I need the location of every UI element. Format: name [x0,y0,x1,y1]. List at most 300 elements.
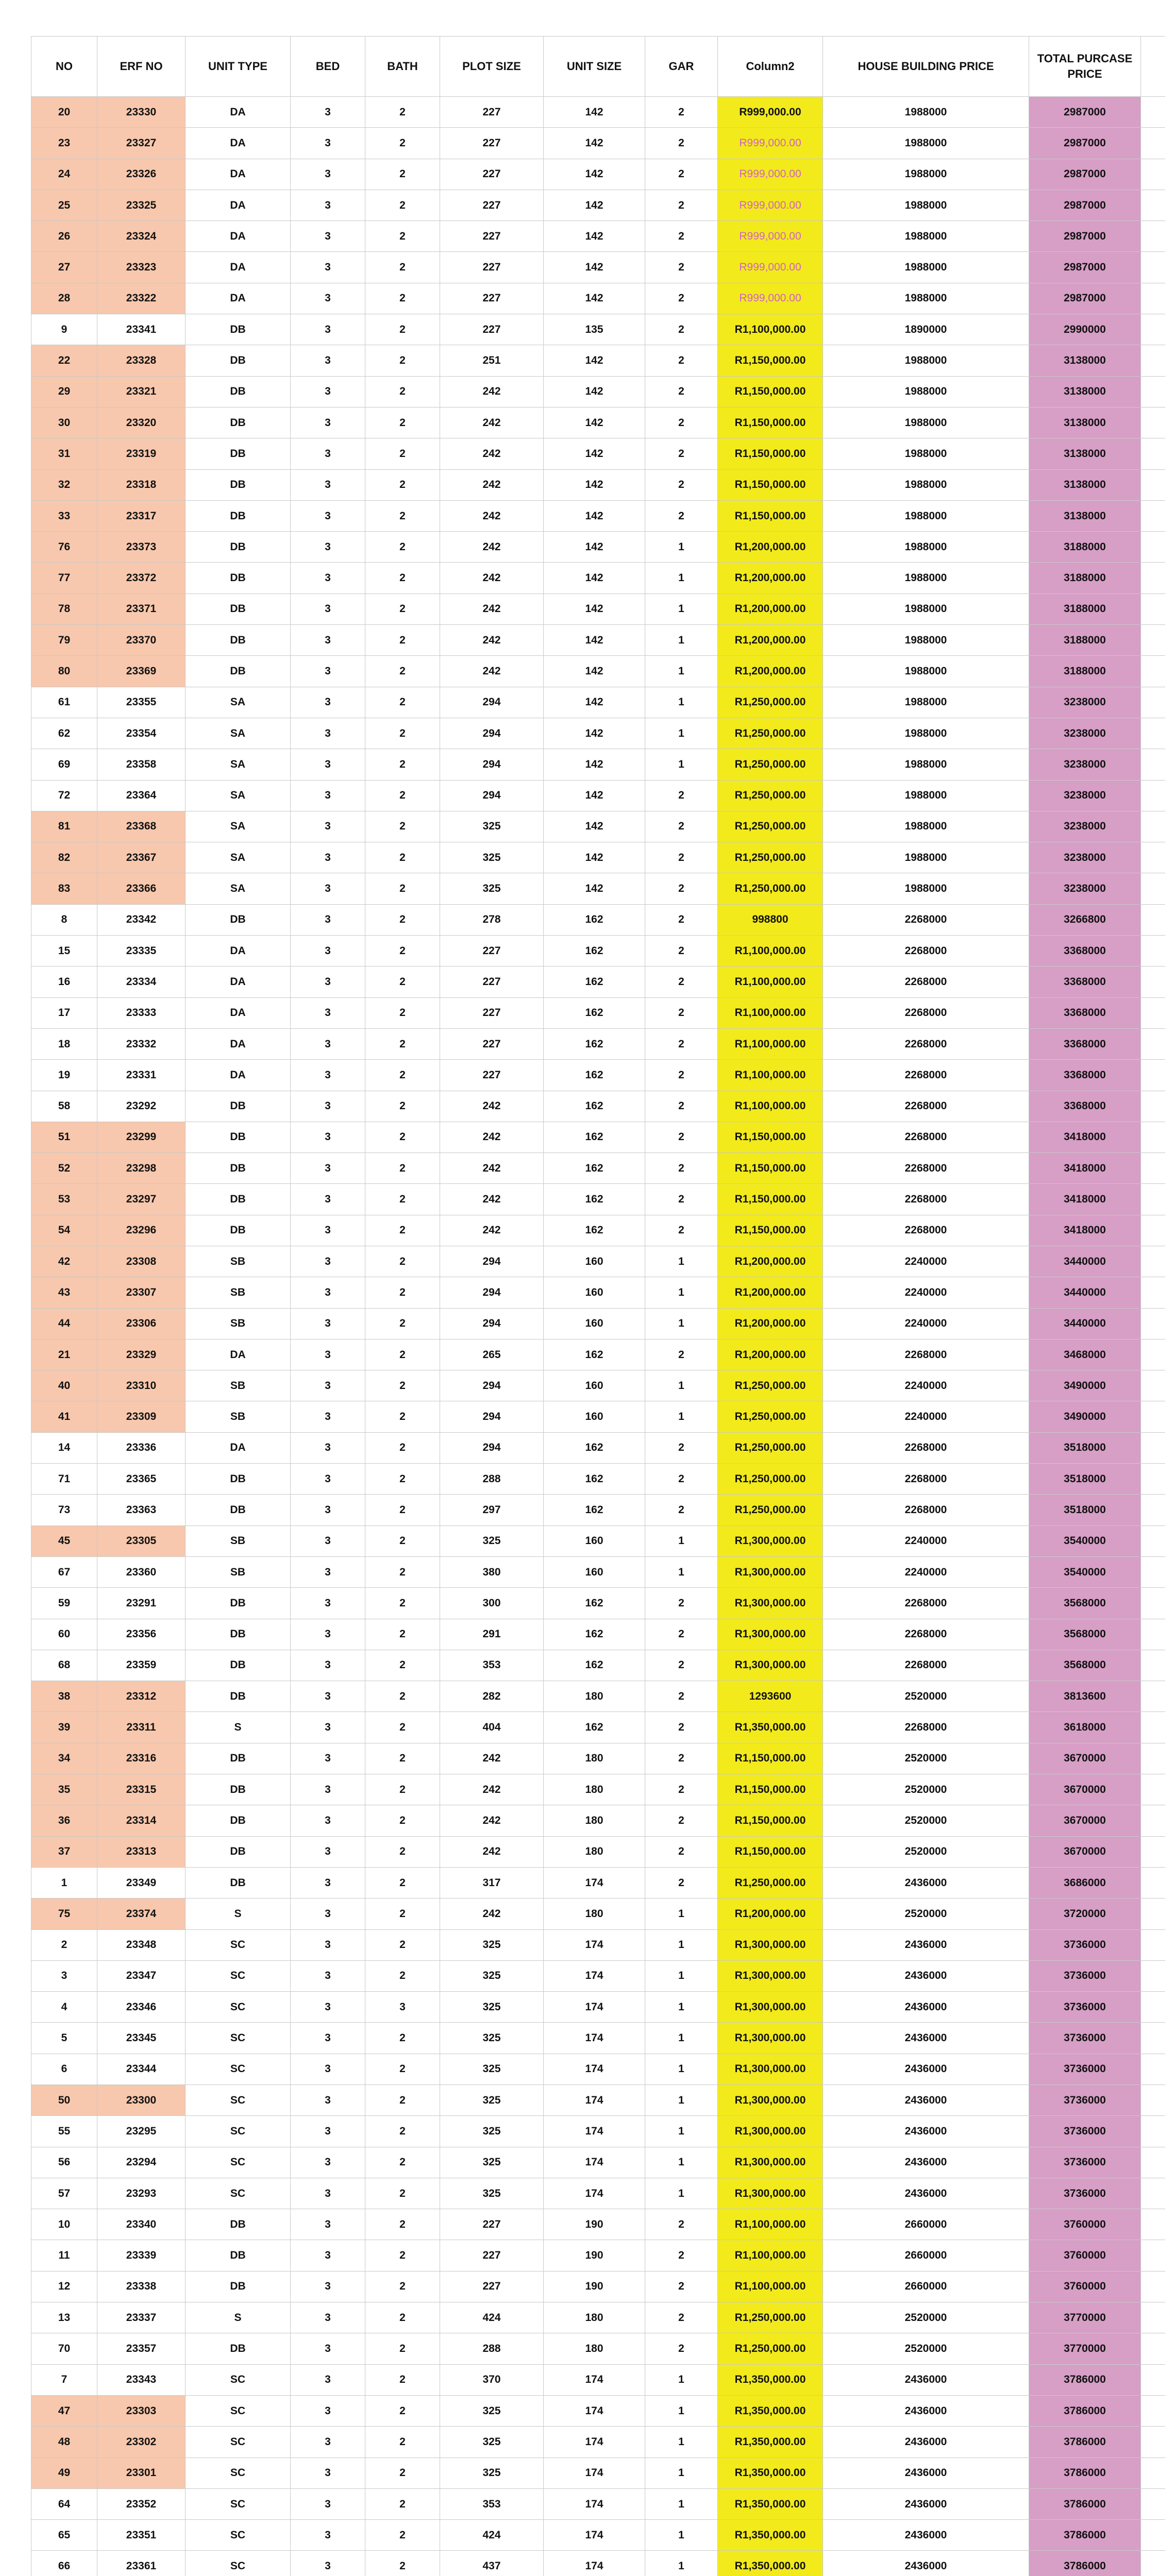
cell-column2[interactable]: R1,200,000.00 [718,1339,823,1370]
cell-plot-size[interactable]: 291 [440,1619,544,1650]
cell-unit-size[interactable]: 142 [544,376,645,407]
cell-bed[interactable]: 3 [291,252,365,283]
header-total-purchase-price[interactable]: TOTAL PURCASE PRICE [1029,37,1141,97]
cell-house-building-price[interactable]: 2240000 [823,1308,1029,1339]
cell-house-building-price[interactable]: 2436000 [823,2520,1029,2551]
cell-house-building-price[interactable]: 2240000 [823,1370,1029,1401]
cell-unit-type[interactable]: DA [186,1339,291,1370]
cell-total-purchase-price[interactable]: 3736000 [1029,1929,1141,1960]
cell-bed[interactable]: 3 [291,1091,365,1122]
cell-plot-size[interactable]: 297 [440,1495,544,1526]
cell-unit-type[interactable]: SC [186,2488,291,2519]
cell-column2[interactable]: R999,000.00 [718,97,823,128]
cell-total-purchase-price[interactable]: 3238000 [1029,873,1141,904]
cell-bath[interactable]: 2 [365,1960,440,1991]
cell-bed[interactable]: 3 [291,1526,365,1556]
cell-bath[interactable]: 2 [365,1432,440,1463]
cell-unit-type[interactable]: DB [186,1122,291,1153]
cell-total-purchase-price[interactable]: 3736000 [1029,2116,1141,2147]
cell-house-building-price[interactable]: 2268000 [823,1495,1029,1526]
cell-bath[interactable]: 2 [365,2458,440,2488]
cell-unit-size[interactable]: 142 [544,252,645,283]
cell-no[interactable]: 8 [31,904,97,935]
cell-unit-size[interactable]: 174 [544,2458,645,2488]
cell-erf-no[interactable]: 23355 [97,687,186,718]
cell-unit-type[interactable]: DA [186,128,291,159]
cell-no[interactable]: 56 [31,2147,97,2178]
cell-house-building-price[interactable]: 2268000 [823,1650,1029,1681]
cell-house-building-price[interactable]: 1988000 [823,842,1029,873]
cell-bed[interactable]: 3 [291,656,365,687]
cell-no[interactable]: 24 [31,159,97,190]
header-erf-no[interactable]: ERF NO [97,37,186,97]
cell-gar[interactable]: 2 [645,314,718,345]
cell-column2[interactable]: R1,300,000.00 [718,1992,823,2023]
cell-plot-size[interactable]: 437 [440,2551,544,2576]
cell-unit-size[interactable]: 142 [544,128,645,159]
cell-bed[interactable]: 3 [291,997,365,1028]
cell-no[interactable]: 70 [31,2333,97,2364]
cell-empty[interactable] [1141,2520,1165,2551]
cell-no[interactable]: 9 [31,314,97,345]
cell-total-purchase-price[interactable]: 3670000 [1029,1774,1141,1805]
cell-total-purchase-price[interactable]: 3540000 [1029,1526,1141,1556]
header-bed[interactable]: BED [291,37,365,97]
cell-gar[interactable]: 2 [645,1464,718,1495]
cell-erf-no[interactable]: 23343 [97,2364,186,2395]
cell-house-building-price[interactable]: 2520000 [823,1805,1029,1836]
cell-empty[interactable] [1141,1588,1165,1619]
cell-unit-size[interactable]: 142 [544,656,645,687]
cell-empty[interactable] [1141,1153,1165,1184]
cell-plot-size[interactable]: 242 [440,1153,544,1184]
cell-erf-no[interactable]: 23293 [97,2178,186,2209]
cell-erf-no[interactable]: 23320 [97,407,186,438]
cell-gar[interactable]: 1 [645,2551,718,2576]
cell-empty[interactable] [1141,1526,1165,1556]
cell-bath[interactable]: 2 [365,2116,440,2147]
cell-unit-size[interactable]: 162 [544,1060,645,1091]
cell-bath[interactable]: 2 [365,904,440,935]
cell-bath[interactable]: 2 [365,1277,440,1308]
cell-no[interactable]: 80 [31,656,97,687]
cell-bed[interactable]: 3 [291,1215,365,1246]
cell-total-purchase-price[interactable]: 3736000 [1029,1960,1141,1991]
cell-erf-no[interactable]: 23292 [97,1091,186,1122]
cell-unit-size[interactable]: 142 [544,500,645,531]
cell-unit-size[interactable]: 162 [544,1184,645,1215]
cell-plot-size[interactable]: 242 [440,1774,544,1805]
cell-bed[interactable]: 3 [291,2178,365,2209]
cell-plot-size[interactable]: 242 [440,625,544,656]
header-unit-type[interactable]: UNIT TYPE [186,37,291,97]
cell-gar[interactable]: 2 [645,1122,718,1153]
cell-house-building-price[interactable]: 1988000 [823,780,1029,811]
cell-bath[interactable]: 2 [365,97,440,128]
cell-gar[interactable]: 1 [645,594,718,624]
cell-house-building-price[interactable]: 1988000 [823,376,1029,407]
cell-unit-type[interactable]: DB [186,1774,291,1805]
cell-unit-size[interactable]: 162 [544,904,645,935]
cell-no[interactable]: 83 [31,873,97,904]
cell-bed[interactable]: 3 [291,594,365,624]
cell-unit-size[interactable]: 162 [544,1619,645,1650]
cell-no[interactable]: 61 [31,687,97,718]
cell-unit-size[interactable]: 174 [544,2488,645,2519]
cell-house-building-price[interactable]: 2436000 [823,2488,1029,2519]
cell-bed[interactable]: 3 [291,1246,365,1277]
cell-unit-type[interactable]: DA [186,936,291,967]
cell-bed[interactable]: 3 [291,1774,365,1805]
cell-erf-no[interactable]: 23321 [97,376,186,407]
cell-unit-type[interactable]: SA [186,780,291,811]
cell-bath[interactable]: 2 [365,873,440,904]
cell-empty[interactable] [1141,1401,1165,1432]
cell-bath[interactable]: 3 [365,1992,440,2023]
cell-bed[interactable]: 3 [291,1588,365,1619]
cell-empty[interactable] [1141,190,1165,221]
cell-column2[interactable]: R1,100,000.00 [718,997,823,1028]
cell-gar[interactable]: 2 [645,1712,718,1743]
cell-house-building-price[interactable]: 2436000 [823,1867,1029,1898]
cell-gar[interactable]: 2 [645,1339,718,1370]
cell-house-building-price[interactable]: 2268000 [823,1339,1029,1370]
cell-house-building-price[interactable]: 2268000 [823,1432,1029,1463]
cell-no[interactable]: 77 [31,563,97,594]
cell-empty[interactable] [1141,1370,1165,1401]
cell-total-purchase-price[interactable]: 3518000 [1029,1432,1141,1463]
cell-unit-size[interactable]: 180 [544,2333,645,2364]
cell-unit-type[interactable]: DB [186,1743,291,1774]
cell-unit-type[interactable]: DB [186,656,291,687]
cell-total-purchase-price[interactable]: 3720000 [1029,1899,1141,1929]
cell-column2[interactable]: R1,250,000.00 [718,780,823,811]
cell-erf-no[interactable]: 23342 [97,904,186,935]
cell-total-purchase-price[interactable]: 3736000 [1029,2023,1141,2054]
cell-house-building-price[interactable]: 1988000 [823,625,1029,656]
cell-column2[interactable]: R999,000.00 [718,190,823,221]
cell-unit-size[interactable]: 174 [544,2427,645,2458]
cell-no[interactable]: 76 [31,532,97,563]
cell-bed[interactable]: 3 [291,159,365,190]
cell-plot-size[interactable]: 227 [440,1028,544,1059]
cell-house-building-price[interactable]: 1988000 [823,500,1029,531]
cell-column2[interactable]: R1,200,000.00 [718,1277,823,1308]
cell-no[interactable]: 71 [31,1464,97,1495]
cell-unit-size[interactable]: 180 [544,2302,645,2333]
cell-column2[interactable]: R1,350,000.00 [718,2395,823,2426]
cell-house-building-price[interactable]: 2520000 [823,1836,1029,1867]
cell-plot-size[interactable]: 227 [440,159,544,190]
cell-unit-size[interactable]: 180 [544,1805,645,1836]
cell-unit-size[interactable]: 162 [544,1650,645,1681]
cell-gar[interactable]: 2 [645,1836,718,1867]
cell-empty[interactable] [1141,1184,1165,1215]
cell-unit-type[interactable]: SC [186,2364,291,2395]
cell-column2[interactable]: R999,000.00 [718,221,823,252]
cell-column2[interactable]: R1,150,000.00 [718,407,823,438]
cell-no[interactable]: 2 [31,1929,97,1960]
cell-plot-size[interactable]: 325 [440,2458,544,2488]
cell-plot-size[interactable]: 294 [440,1308,544,1339]
cell-column2[interactable]: R999,000.00 [718,159,823,190]
cell-no[interactable]: 23 [31,128,97,159]
cell-bath[interactable]: 2 [365,1526,440,1556]
cell-house-building-price[interactable]: 2268000 [823,1464,1029,1495]
cell-no[interactable]: 50 [31,2085,97,2116]
cell-house-building-price[interactable]: 1988000 [823,159,1029,190]
cell-erf-no[interactable]: 23331 [97,1060,186,1091]
cell-bath[interactable]: 2 [365,1401,440,1432]
cell-plot-size[interactable]: 242 [440,656,544,687]
cell-no[interactable]: 37 [31,1836,97,1867]
cell-empty[interactable] [1141,1122,1165,1153]
cell-no[interactable]: 47 [31,2395,97,2426]
cell-house-building-price[interactable]: 1988000 [823,345,1029,376]
cell-column2[interactable]: R1,350,000.00 [718,2520,823,2551]
cell-erf-no[interactable]: 23325 [97,190,186,221]
cell-unit-size[interactable]: 162 [544,967,645,997]
cell-total-purchase-price[interactable]: 3188000 [1029,625,1141,656]
cell-unit-size[interactable]: 162 [544,1028,645,1059]
header-no[interactable]: NO [31,37,97,97]
cell-total-purchase-price[interactable]: 3813600 [1029,1681,1141,1712]
cell-gar[interactable]: 1 [645,1899,718,1929]
cell-unit-type[interactable]: DA [186,967,291,997]
cell-empty[interactable] [1141,873,1165,904]
cell-plot-size[interactable]: 242 [440,1805,544,1836]
cell-bed[interactable]: 3 [291,1060,365,1091]
cell-unit-type[interactable]: SC [186,2551,291,2576]
cell-plot-size[interactable]: 242 [440,532,544,563]
cell-unit-size[interactable]: 174 [544,1960,645,1991]
cell-no[interactable]: 29 [31,376,97,407]
cell-unit-size[interactable]: 174 [544,2551,645,2576]
cell-empty[interactable] [1141,1650,1165,1681]
cell-unit-type[interactable]: SB [186,1308,291,1339]
cell-gar[interactable]: 1 [645,2364,718,2395]
cell-total-purchase-price[interactable]: 3490000 [1029,1370,1141,1401]
cell-unit-type[interactable]: SC [186,2178,291,2209]
cell-plot-size[interactable]: 325 [440,1929,544,1960]
cell-empty[interactable] [1141,1743,1165,1774]
cell-total-purchase-price[interactable]: 2990000 [1029,314,1141,345]
cell-plot-size[interactable]: 227 [440,190,544,221]
cell-house-building-price[interactable]: 2268000 [823,1091,1029,1122]
cell-gar[interactable]: 1 [645,563,718,594]
cell-column2[interactable]: R1,300,000.00 [718,2023,823,2054]
cell-no[interactable]: 20 [31,97,97,128]
cell-erf-no[interactable]: 23328 [97,345,186,376]
cell-bed[interactable]: 3 [291,2209,365,2240]
cell-erf-no[interactable]: 23311 [97,1712,186,1743]
cell-plot-size[interactable]: 227 [440,314,544,345]
cell-erf-no[interactable]: 23366 [97,873,186,904]
cell-unit-type[interactable]: DB [186,1464,291,1495]
cell-total-purchase-price[interactable]: 3418000 [1029,1122,1141,1153]
cell-total-purchase-price[interactable]: 3670000 [1029,1836,1141,1867]
cell-gar[interactable]: 2 [645,1619,718,1650]
header-column2[interactable]: Column2 [718,37,823,97]
cell-bed[interactable]: 3 [291,1960,365,1991]
cell-empty[interactable] [1141,936,1165,967]
cell-unit-size[interactable]: 142 [544,594,645,624]
cell-plot-size[interactable]: 288 [440,1464,544,1495]
cell-erf-no[interactable]: 23308 [97,1246,186,1277]
cell-column2[interactable]: R1,250,000.00 [718,1495,823,1526]
cell-bed[interactable]: 3 [291,1650,365,1681]
header-gar[interactable]: GAR [645,37,718,97]
cell-gar[interactable]: 2 [645,1091,718,1122]
cell-bed[interactable]: 3 [291,1556,365,1587]
cell-gar[interactable]: 1 [645,2054,718,2084]
cell-bed[interactable]: 3 [291,967,365,997]
cell-plot-size[interactable]: 424 [440,2520,544,2551]
cell-total-purchase-price[interactable]: 3368000 [1029,997,1141,1028]
cell-bed[interactable]: 3 [291,1992,365,2023]
cell-unit-type[interactable]: DB [186,1805,291,1836]
cell-unit-size[interactable]: 142 [544,407,645,438]
cell-gar[interactable]: 2 [645,469,718,500]
cell-bath[interactable]: 2 [365,2395,440,2426]
cell-bath[interactable]: 2 [365,283,440,314]
cell-empty[interactable] [1141,1246,1165,1277]
cell-total-purchase-price[interactable]: 2987000 [1029,283,1141,314]
cell-unit-size[interactable]: 162 [544,1339,645,1370]
cell-gar[interactable]: 2 [645,407,718,438]
cell-no[interactable]: 45 [31,1526,97,1556]
cell-house-building-price[interactable]: 2436000 [823,2085,1029,2116]
cell-house-building-price[interactable]: 2660000 [823,2209,1029,2240]
cell-erf-no[interactable]: 23326 [97,159,186,190]
cell-bath[interactable]: 2 [365,1867,440,1898]
cell-total-purchase-price[interactable]: 3786000 [1029,2458,1141,2488]
cell-plot-size[interactable]: 294 [440,780,544,811]
cell-unit-size[interactable]: 174 [544,2520,645,2551]
cell-total-purchase-price[interactable]: 3540000 [1029,1556,1141,1587]
cell-gar[interactable]: 1 [645,1556,718,1587]
cell-unit-size[interactable]: 162 [544,1588,645,1619]
cell-erf-no[interactable]: 23305 [97,1526,186,1556]
cell-unit-size[interactable]: 142 [544,190,645,221]
cell-empty[interactable] [1141,2116,1165,2147]
cell-column2[interactable]: R1,150,000.00 [718,469,823,500]
cell-bath[interactable]: 2 [365,407,440,438]
cell-no[interactable]: 14 [31,1432,97,1463]
cell-plot-size[interactable]: 242 [440,1899,544,1929]
cell-column2[interactable]: R1,150,000.00 [718,1184,823,1215]
cell-unit-type[interactable]: SB [186,1277,291,1308]
cell-bed[interactable]: 3 [291,2364,365,2395]
cell-gar[interactable]: 2 [645,1028,718,1059]
cell-total-purchase-price[interactable]: 2987000 [1029,190,1141,221]
cell-plot-size[interactable]: 227 [440,936,544,967]
cell-bath[interactable]: 2 [365,500,440,531]
cell-bath[interactable]: 2 [365,469,440,500]
cell-unit-size[interactable]: 142 [544,469,645,500]
cell-bed[interactable]: 3 [291,2085,365,2116]
cell-plot-size[interactable]: 325 [440,811,544,842]
cell-house-building-price[interactable]: 2520000 [823,2302,1029,2333]
cell-total-purchase-price[interactable]: 3736000 [1029,2147,1141,2178]
cell-unit-size[interactable]: 180 [544,1836,645,1867]
cell-bed[interactable]: 3 [291,563,365,594]
cell-no[interactable]: 27 [31,252,97,283]
cell-bath[interactable]: 2 [365,1681,440,1712]
cell-no[interactable]: 41 [31,1401,97,1432]
cell-plot-size[interactable]: 242 [440,376,544,407]
cell-column2[interactable]: R1,300,000.00 [718,1929,823,1960]
cell-unit-type[interactable]: SC [186,2085,291,2116]
cell-erf-no[interactable]: 23323 [97,252,186,283]
cell-unit-size[interactable]: 174 [544,2085,645,2116]
cell-erf-no[interactable]: 23356 [97,1619,186,1650]
cell-unit-type[interactable]: S [186,1899,291,1929]
cell-no[interactable]: 31 [31,438,97,469]
cell-total-purchase-price[interactable]: 3238000 [1029,687,1141,718]
cell-unit-size[interactable]: 160 [544,1526,645,1556]
cell-column2[interactable]: R1,300,000.00 [718,1650,823,1681]
cell-plot-size[interactable]: 227 [440,252,544,283]
cell-no[interactable]: 57 [31,2178,97,2209]
cell-unit-type[interactable]: SB [186,1526,291,1556]
cell-bath[interactable]: 2 [365,1339,440,1370]
cell-column2[interactable]: R1,150,000.00 [718,1122,823,1153]
cell-house-building-price[interactable]: 2268000 [823,1184,1029,1215]
cell-empty[interactable] [1141,128,1165,159]
cell-gar[interactable]: 1 [645,2178,718,2209]
cell-total-purchase-price[interactable]: 3418000 [1029,1184,1141,1215]
cell-column2[interactable]: R1,200,000.00 [718,563,823,594]
cell-gar[interactable]: 2 [645,159,718,190]
cell-total-purchase-price[interactable]: 3760000 [1029,2240,1141,2271]
cell-house-building-price[interactable]: 2240000 [823,1401,1029,1432]
cell-plot-size[interactable]: 325 [440,842,544,873]
cell-total-purchase-price[interactable]: 3670000 [1029,1743,1141,1774]
cell-plot-size[interactable]: 325 [440,1960,544,1991]
cell-column2[interactable]: R999,000.00 [718,283,823,314]
cell-unit-size[interactable]: 160 [544,1308,645,1339]
cell-total-purchase-price[interactable]: 3568000 [1029,1619,1141,1650]
cell-column2[interactable]: R1,150,000.00 [718,1805,823,1836]
cell-bed[interactable]: 3 [291,1805,365,1836]
cell-erf-no[interactable]: 23297 [97,1184,186,1215]
cell-empty[interactable] [1141,1060,1165,1091]
cell-empty[interactable] [1141,2085,1165,2116]
cell-plot-size[interactable]: 325 [440,2023,544,2054]
cell-bed[interactable]: 3 [291,1339,365,1370]
cell-house-building-price[interactable]: 2268000 [823,1712,1029,1743]
cell-erf-no[interactable]: 23306 [97,1308,186,1339]
cell-total-purchase-price[interactable]: 3568000 [1029,1588,1141,1619]
cell-total-purchase-price[interactable]: 3238000 [1029,842,1141,873]
cell-total-purchase-price[interactable]: 2987000 [1029,97,1141,128]
cell-erf-no[interactable]: 23354 [97,718,186,749]
cell-erf-no[interactable]: 23335 [97,936,186,967]
cell-column2[interactable]: 998800 [718,904,823,935]
cell-column2[interactable]: R1,200,000.00 [718,594,823,624]
cell-column2[interactable]: R1,100,000.00 [718,1060,823,1091]
cell-unit-type[interactable]: DA [186,1060,291,1091]
cell-unit-size[interactable]: 162 [544,1495,645,1526]
cell-column2[interactable]: R1,100,000.00 [718,314,823,345]
cell-house-building-price[interactable]: 2436000 [823,2427,1029,2458]
cell-house-building-price[interactable]: 1988000 [823,252,1029,283]
cell-total-purchase-price[interactable]: 3736000 [1029,1992,1141,2023]
cell-erf-no[interactable]: 23329 [97,1339,186,1370]
cell-gar[interactable]: 1 [645,656,718,687]
cell-gar[interactable]: 2 [645,438,718,469]
